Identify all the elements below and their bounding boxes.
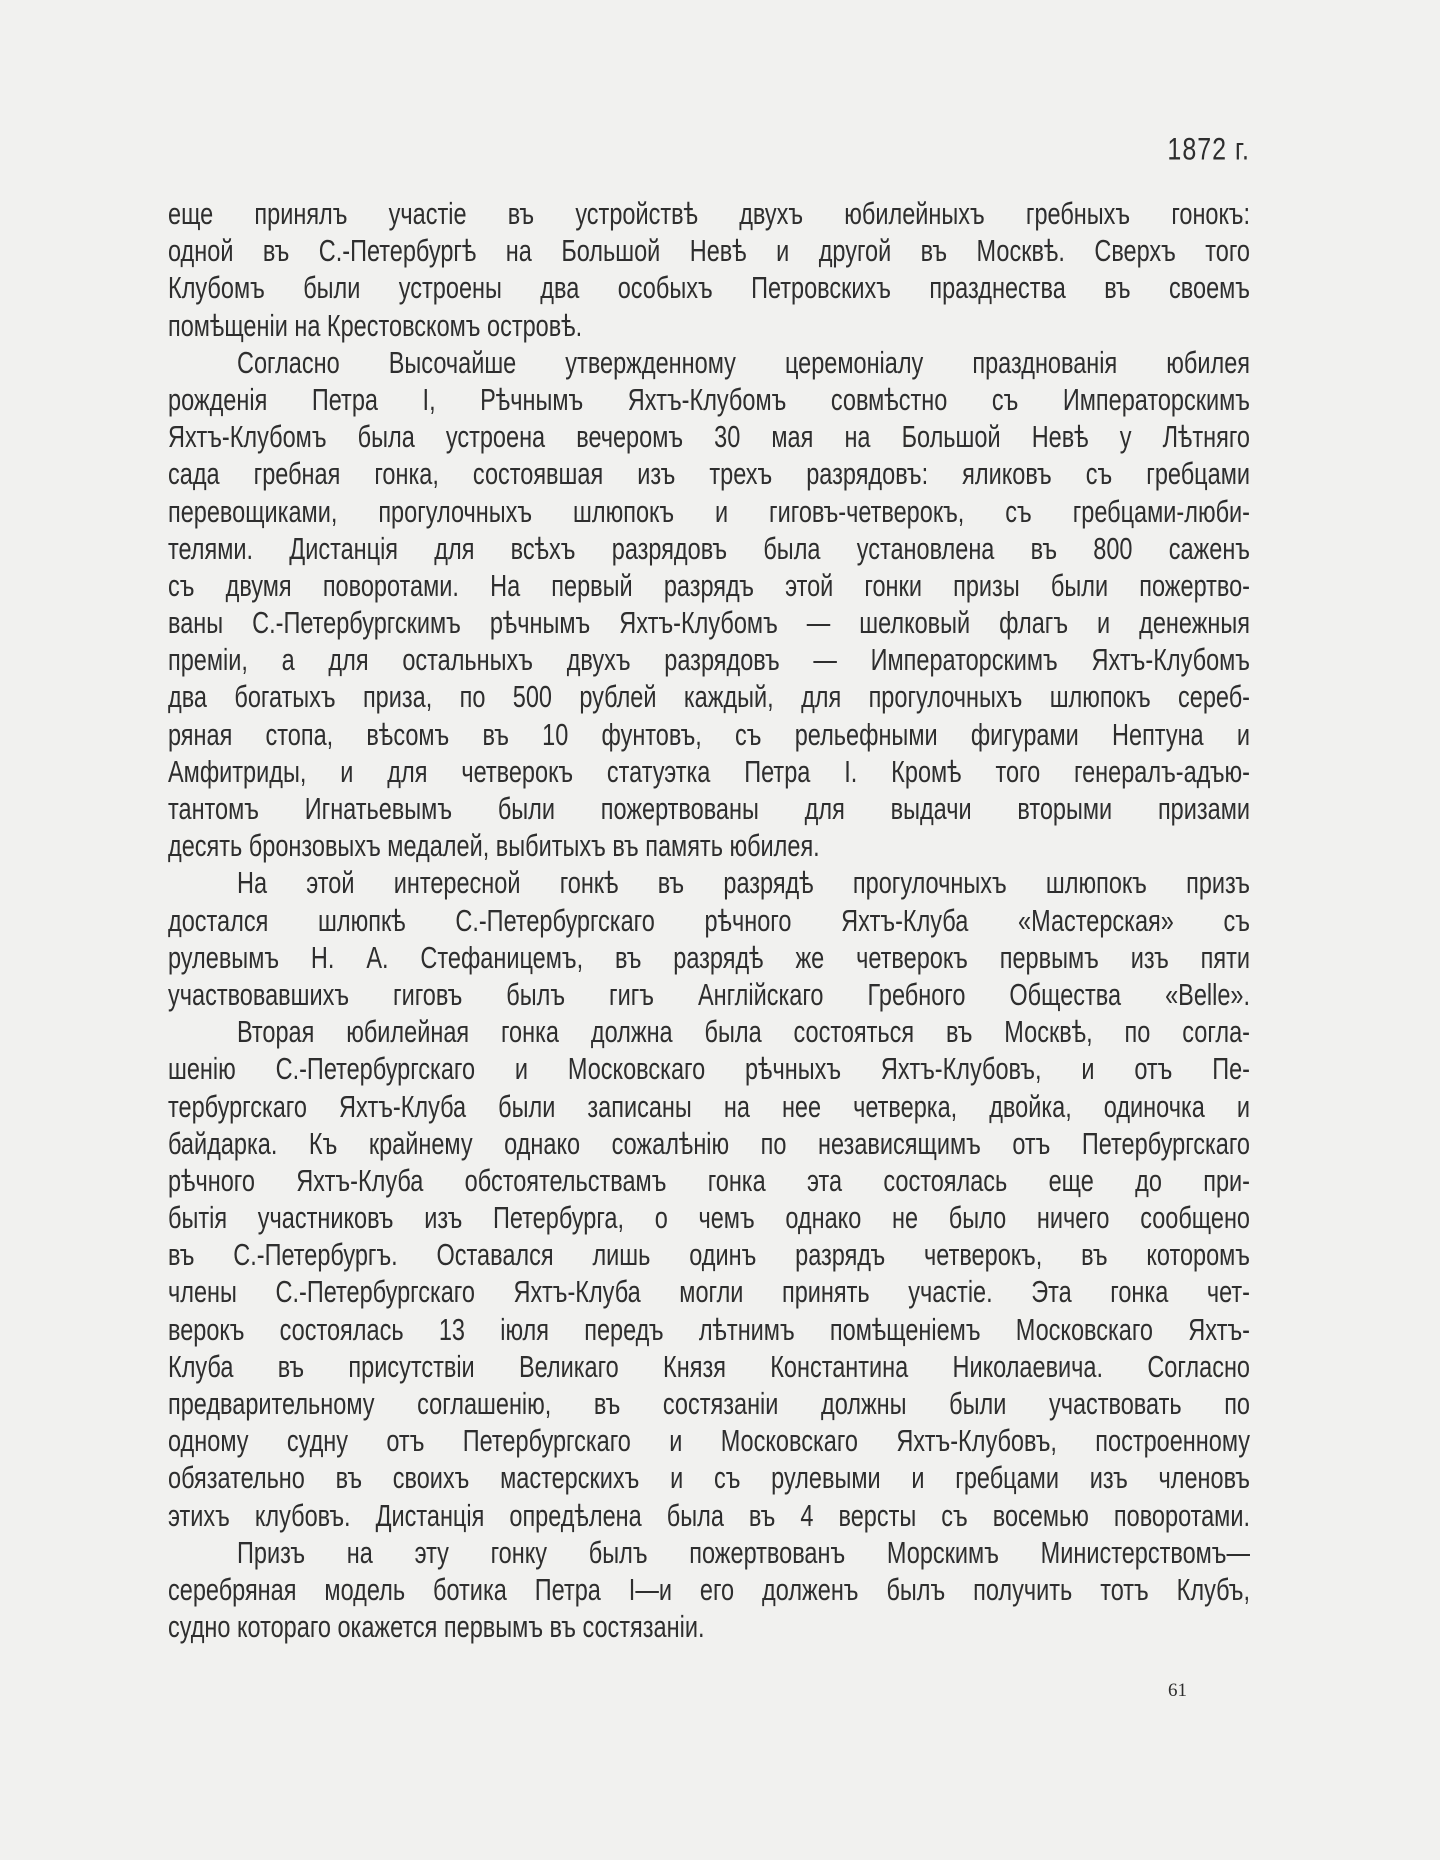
text-line: преміи, а для остальныхъ двухъ разрядовъ — Императорскимъ Яхтъ-Клубомъ [168,643,1250,677]
text-line: серебряная модель ботика Петра I—и его долженъ былъ получить тотъ Клубъ, [168,1572,1250,1607]
text-line: Амфитриды, и для четверокъ статуэтка Петра I. Кромѣ того генералъ-адъю- [168,754,1250,789]
text-line: сада гребная гонка, состоявшая изъ трехъ разрядовъ: яликовъ съ гребцами [168,457,1250,492]
paragraph [168,865,1250,1014]
text-line: Яхтъ-Клубомъ была устроена вечеромъ 30 мая на Большой Невѣ у Лѣтняго [168,420,1250,454]
text-line: На этой интересной гонкѣ въ разрядѣ прогулочныхъ шлюпокъ призъ [237,866,1250,901]
text-line: телями. Дистанція для всѣхъ разрядовъ была установлена въ 800 саженъ [168,531,1250,566]
text-line: судно котораго окажется первымъ въ состязаніи. [168,1610,705,1644]
page-number: 61 [1168,1680,1187,1701]
text-line: одному судну отъ Петербургскаго и Московскаго Яхтъ-Клубовъ, построенному [168,1424,1250,1458]
text-line: рожденія Петра I, Рѣчнымъ Яхтъ-Клубомъ совмѣстно съ Императорскимъ [168,382,1250,417]
text-line: еще принялъ участіе въ устройствѣ двухъ юбилейныхъ гребныхъ гонокъ: [168,196,1250,231]
running-header-year: 1872 г. [1167,132,1250,167]
text-line: Согласно Высочайше утвержденному церемоніалу празднованія юбилея [237,345,1250,380]
text-line: Клуба въ присутствіи Великаго Князя Константина Николаевича. Согласно [168,1349,1250,1384]
text-line: предварительному соглашенію, въ состязаніи должны были участвовать по [168,1386,1250,1421]
text-line: шенію С.-Петербургскаго и Московскаго рѣчныхъ Яхтъ-Клубовъ, и отъ Пе- [168,1052,1250,1087]
text-line: съ двумя поворотами. На первый разрядъ этой гонки призы были пожертво- [168,568,1250,603]
text-line: Клубомъ были устроены два особыхъ Петровскихъ празднества въ своемъ [168,271,1250,306]
text-line: обязательно въ своихъ мастерскихъ и съ рулевыми и гребцами изъ членовъ [168,1461,1250,1496]
text-line: достался шлюпкѣ С.-Петербургскаго рѣчного Яхтъ-Клуба «Мастерская» съ [168,903,1250,938]
text-line: тербургскаго Яхтъ-Клуба были записаны на нее четверка, двойка, одиночка и [168,1089,1250,1124]
paragraph [168,1535,1250,1647]
text-line: Призъ на эту гонку былъ пожертвованъ Морскимъ Министерствомъ— [237,1535,1250,1570]
document-body [168,196,1250,1646]
text-line: одной въ С.-Петербургѣ на Большой Невѣ и другой въ Москвѣ. Сверхъ того [168,234,1250,268]
text-line: помѣщеніи на Крестовскомъ островѣ. [168,308,583,343]
text-line: верокъ состоялась 13 іюля передъ лѣтнимъ помѣщеніемъ Московскаго Яхтъ- [168,1312,1250,1347]
text-line: бытія участниковъ изъ Петербурга, о чемъ однако не было ничего сообщено [168,1200,1250,1235]
text-line: ряная стопа, вѣсомъ въ 10 фунтовъ, съ рельефными фигурами Нептуна и [168,717,1250,752]
text-line: ваны С.-Петербургскимъ рѣчнымъ Яхтъ-Клубомъ — шелковый флагъ и денежныя [168,605,1250,640]
text-line: два богатыхъ приза, по 500 рублей каждый, для прогулочныхъ шлюпокъ сереб- [168,680,1250,715]
text-line: десять бронзовыхъ медалей, выбитыхъ въ память юбилея. [168,829,820,863]
text-line: рулевымъ Н. А. Стефаницемъ, въ разрядѣ же четверокъ первымъ изъ пяти [168,940,1250,975]
text-line: члены С.-Петербургскаго Яхтъ-Клуба могли принять участіе. Эта гонка чет- [168,1275,1250,1310]
text-line: байдарка. Къ крайнему однако сожалѣнію по независящимъ отъ Петербургскаго [168,1126,1250,1161]
paragraph [168,196,1250,345]
text-line: тантомъ Игнатьевымъ были пожертвованы для выдачи вторыми призами [168,791,1250,826]
text-line: перевощиками, прогулочныхъ шлюпокъ и гиговъ-четверокъ, съ гребцами-люби- [168,494,1250,529]
paragraph [168,345,1250,866]
text-line: рѣчного Яхтъ-Клуба обстоятельствамъ гонка эта состоялась еще до при- [168,1163,1250,1198]
text-line: Вторая юбилейная гонка должна была состояться въ Москвѣ, по согла- [237,1015,1250,1049]
text-line: этихъ клубовъ. Дистанція опредѣлена была въ 4 версты съ восемью поворотами. [168,1498,1250,1533]
text-line: участвовавшихъ гиговъ былъ гигъ Англійскаго Гребного Общества «Belle». [168,977,1250,1012]
text-line: въ С.-Петербургъ. Оставался лишь одинъ разрядъ четверокъ, въ которомъ [168,1238,1250,1272]
paragraph [168,1014,1250,1535]
